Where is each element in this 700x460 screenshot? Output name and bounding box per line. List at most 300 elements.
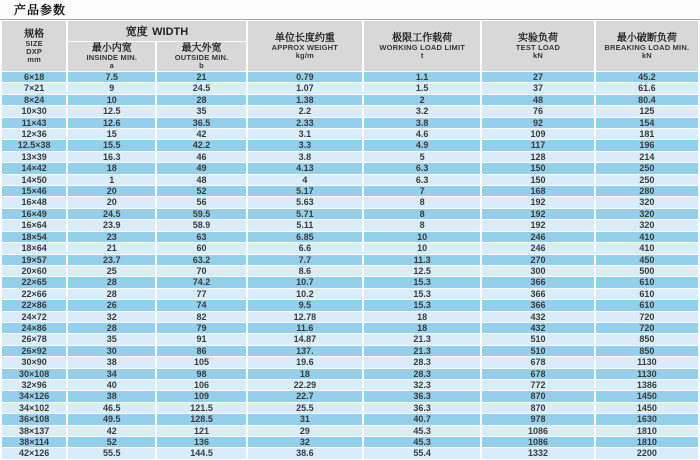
table-cell: 28 (68, 277, 155, 287)
table-cell: 510 (482, 346, 593, 356)
header-working-load-limit (364, 21, 480, 71)
table-cell: 19.6 (248, 357, 362, 367)
table-cell: 150 (482, 175, 593, 185)
table-cell: 320 (596, 209, 698, 219)
table-row (2, 323, 698, 333)
table-row (2, 197, 698, 207)
table-cell: 77 (157, 289, 245, 299)
table-cell: 128.5 (157, 414, 245, 424)
table-cell: 1.5 (364, 83, 480, 93)
table-cell: 1.38 (248, 95, 362, 105)
table-cell: 23.7 (68, 255, 155, 265)
table-cell: 105 (157, 357, 245, 367)
table-cell: 35 (157, 106, 245, 116)
table-cell: 8 (364, 220, 480, 230)
header-wll-unit: t (420, 50, 424, 60)
header-breaking-en: BREAKING LOAD MIN. (604, 42, 690, 52)
table-cell: 2.33 (248, 118, 362, 128)
table-cell: 16×64 (2, 220, 66, 230)
table-cell: 10.2 (248, 289, 362, 299)
table-cell: 30×108 (2, 369, 66, 379)
table-cell: 42×126 (2, 448, 66, 458)
table-cell: 48 (482, 95, 593, 105)
table-cell: 610 (596, 300, 698, 310)
table-cell: 720 (596, 312, 698, 322)
header-size-zh: 规格 (24, 28, 45, 40)
table-cell: 74 (157, 300, 245, 310)
table-cell: 36.3 (364, 391, 480, 401)
header-outside-en: OUTSIDE MIN. (174, 53, 229, 62)
table-cell: 29 (248, 426, 362, 436)
table-cell: 1086 (482, 426, 593, 436)
table-cell: 3.8 (364, 118, 480, 128)
table-cell: 610 (596, 289, 698, 299)
table-cell: 7×21 (2, 83, 66, 93)
table-cell: 36.3 (364, 403, 480, 413)
table-cell: 30×90 (2, 357, 66, 367)
header-inside-en: INSINDE MIN. (86, 53, 138, 62)
table-cell: 366 (482, 289, 593, 299)
header-width-group (68, 21, 246, 41)
table-cell: 38×114 (2, 437, 66, 447)
table-cell: 678 (482, 369, 593, 379)
table-row (2, 437, 698, 447)
table-row (2, 255, 698, 265)
table-row (2, 152, 698, 162)
header-width-zh: 宽度 (125, 26, 148, 38)
table-row (2, 414, 698, 424)
table-cell: 1 (68, 175, 155, 185)
table-cell: 2.2 (248, 106, 362, 116)
table-row (2, 357, 698, 367)
table-cell: 61.6 (596, 83, 698, 93)
page-title: 产品参数 (14, 3, 67, 17)
table-cell: 40 (68, 380, 155, 390)
table-row (2, 83, 698, 93)
table-cell: 24.5 (157, 83, 245, 93)
table-cell: 56 (157, 197, 245, 207)
header-size-en: SIZE (25, 38, 43, 48)
table-cell: 15.3 (364, 300, 480, 310)
table-cell: 128 (482, 152, 593, 162)
table-cell: 42 (68, 426, 155, 436)
table-cell: 76 (482, 106, 593, 116)
table-cell: 250 (596, 175, 698, 185)
table-cell: 7.7 (248, 255, 362, 265)
table-cell: 34×102 (2, 403, 66, 413)
table-cell: 13×39 (2, 152, 66, 162)
table-cell: 510 (482, 334, 593, 344)
table-cell: 38×137 (2, 426, 66, 436)
table-cell: 5.63 (248, 197, 362, 207)
table-cell: 20×60 (2, 266, 66, 276)
table-cell: 19×57 (2, 255, 66, 265)
table-cell: 28 (157, 95, 245, 105)
table-cell: 18 (68, 163, 155, 173)
table-cell: 1130 (596, 357, 698, 367)
table-cell: 1450 (596, 391, 698, 401)
table-row (2, 391, 698, 401)
table-row (2, 300, 698, 310)
table-cell: 55.5 (68, 448, 155, 458)
table-cell: 20 (68, 186, 155, 196)
table-cell: 23.9 (68, 220, 155, 230)
table-cell: 12.5×38 (2, 140, 66, 150)
table-cell: 20 (68, 197, 155, 207)
table-cell: 1086 (482, 437, 593, 447)
table-cell: 36.5 (157, 118, 245, 128)
table-cell: 410 (596, 243, 698, 253)
table-cell: 300 (482, 266, 593, 276)
table-cell: 21.3 (364, 346, 480, 356)
table-row (2, 118, 698, 128)
header-test-unit: kN (533, 50, 543, 60)
table-cell: 22×66 (2, 289, 66, 299)
table-cell: 18 (248, 369, 362, 379)
spec-table (0, 20, 700, 460)
table-cell: 4.13 (248, 163, 362, 173)
table-cell: 15×46 (2, 186, 66, 196)
table-cell: 28 (68, 289, 155, 299)
table-cell: 117 (482, 140, 593, 150)
table-cell: 37 (482, 83, 593, 93)
table-cell: 15.3 (364, 289, 480, 299)
table-cell: 24.5 (68, 209, 155, 219)
table-cell: 42 (157, 129, 245, 139)
table-cell: 21 (68, 243, 155, 253)
table-row (2, 277, 698, 287)
table-cell: 14.87 (248, 334, 362, 344)
table-cell: 31 (248, 414, 362, 424)
table-cell: 34 (68, 369, 155, 379)
table-cell: 109 (482, 129, 593, 139)
table-cell: 850 (596, 346, 698, 356)
table-cell: 12.78 (248, 312, 362, 322)
table-cell: 4 (248, 175, 362, 185)
table-cell: 137. (248, 346, 362, 356)
table-cell: 6.3 (364, 175, 480, 185)
table-cell: 772 (482, 380, 593, 390)
table-cell: 678 (482, 357, 593, 367)
header-inside-min (68, 42, 155, 71)
table-cell: 22×65 (2, 277, 66, 287)
table-row (2, 232, 698, 242)
table-cell: 410 (596, 232, 698, 242)
table-cell: 15.3 (364, 277, 480, 287)
table-cell: 4.9 (364, 140, 480, 150)
table-cell: 86 (157, 346, 245, 356)
table-cell: 26×78 (2, 334, 66, 344)
table-cell: 2 (364, 95, 480, 105)
table-cell: 1630 (596, 414, 698, 424)
table-cell: 70 (157, 266, 245, 276)
table-header (2, 21, 698, 71)
table-cell: 11.3 (364, 255, 480, 265)
table-cell: 21.3 (364, 334, 480, 344)
table-cell: 121 (157, 426, 245, 436)
table-cell: 10.7 (248, 277, 362, 287)
table-cell: 850 (596, 334, 698, 344)
table-cell: 270 (482, 255, 593, 265)
header-test-en: TEST LOAD (515, 42, 561, 52)
table-row (2, 334, 698, 344)
table-cell: 7.5 (68, 72, 155, 82)
table-cell: 1.1 (364, 72, 480, 82)
table-cell: 320 (596, 197, 698, 207)
table-row (2, 220, 698, 230)
table-cell: 28 (68, 323, 155, 333)
table-cell: 196 (596, 140, 698, 150)
table-cell: 38.6 (248, 448, 362, 458)
table-cell: 32.3 (364, 380, 480, 390)
table-cell: 10×30 (2, 106, 66, 116)
table-row (2, 209, 698, 219)
table-cell: 16×48 (2, 197, 66, 207)
table-cell: 11.6 (248, 323, 362, 333)
table-row (2, 312, 698, 322)
table-cell: 432 (482, 312, 593, 322)
table-cell: 12.6 (68, 118, 155, 128)
table-cell: 52 (68, 437, 155, 447)
table-cell: 1450 (596, 403, 698, 413)
table-cell: 109 (157, 391, 245, 401)
table-cell: 1810 (596, 437, 698, 447)
header-weight-en: APPROX WEIGHT (271, 42, 339, 52)
header-wll-en: WORKING LOAD LIMIT (379, 42, 466, 52)
table-cell: 23 (68, 232, 155, 242)
table-cell: 6.3 (364, 163, 480, 173)
table-cell: 10 (364, 243, 480, 253)
header-width-en: WIDTH (152, 26, 189, 38)
table-row (2, 243, 698, 253)
table-row (2, 129, 698, 139)
table-cell: 28.3 (364, 357, 480, 367)
table-cell: 432 (482, 323, 593, 333)
header-test-load (482, 21, 593, 71)
table-cell: 2200 (596, 448, 698, 458)
table-cell: 181 (596, 129, 698, 139)
table-cell: 7 (364, 186, 480, 196)
table-cell: 24×86 (2, 323, 66, 333)
table-row (2, 426, 698, 436)
header-inside-zh: 最小内宽 (91, 43, 132, 54)
table-cell: 36×108 (2, 414, 66, 424)
header-weight-zh: 单位长度约重 (274, 32, 335, 44)
table-row (2, 95, 698, 105)
table-cell: 144.5 (157, 448, 245, 458)
table-cell: 3.2 (364, 106, 480, 116)
table-cell: 978 (482, 414, 593, 424)
table-cell: 870 (482, 403, 593, 413)
table-row (2, 266, 698, 276)
table-cell: 46 (157, 152, 245, 162)
table-cell: 366 (482, 300, 593, 310)
table-cell: 5.71 (248, 209, 362, 219)
table-cell: 49.5 (68, 414, 155, 424)
table-cell: 38 (68, 357, 155, 367)
header-approx-weight (248, 21, 362, 71)
table-cell: 136 (157, 437, 245, 447)
table-cell: 38 (68, 391, 155, 401)
table-cell: 1810 (596, 426, 698, 436)
table-cell: 82 (157, 312, 245, 322)
table-cell: 1.07 (248, 83, 362, 93)
table-cell: 6.6 (248, 243, 362, 253)
table-cell: 45.3 (364, 426, 480, 436)
table-cell: 4.6 (364, 129, 480, 139)
table-cell: 22×86 (2, 300, 66, 310)
table-row (2, 448, 698, 458)
table-cell: 59.5 (157, 209, 245, 219)
table-cell: 9.5 (248, 300, 362, 310)
table-cell: 45.3 (364, 437, 480, 447)
header-outside-zh: 最大外宽 (181, 43, 222, 54)
table-row (2, 72, 698, 82)
table-cell: 74.2 (157, 277, 245, 287)
table-cell: 246 (482, 243, 593, 253)
table-cell: 24×72 (2, 312, 66, 322)
table-cell: 6.85 (248, 232, 362, 242)
table-cell: 450 (596, 255, 698, 265)
header-breaking-load (596, 21, 698, 71)
table-cell: 5.11 (248, 220, 362, 230)
table-cell: 6×18 (2, 72, 66, 82)
table-row (2, 140, 698, 150)
table-cell: 30 (68, 346, 155, 356)
table-cell: 27 (482, 72, 593, 82)
table-cell: 150 (482, 163, 593, 173)
table-cell: 106 (157, 380, 245, 390)
table-cell: 125 (596, 106, 698, 116)
table-cell: 3.8 (248, 152, 362, 162)
table-cell: 26 (68, 300, 155, 310)
table-cell: 16.3 (68, 152, 155, 162)
table-cell: 34×126 (2, 391, 66, 401)
table-cell: 870 (482, 391, 593, 401)
table-cell: 10 (364, 232, 480, 242)
table-cell: 8×24 (2, 95, 66, 105)
table-cell: 26×92 (2, 346, 66, 356)
table-cell: 22.29 (248, 380, 362, 390)
table-cell: 28.3 (364, 369, 480, 379)
table-cell: 14×42 (2, 163, 66, 173)
table-cell: 22.7 (248, 391, 362, 401)
table-row (2, 346, 698, 356)
table-row (2, 403, 698, 413)
table-cell: 366 (482, 277, 593, 287)
table-cell: 80.4 (596, 95, 698, 105)
table-cell: 8 (364, 209, 480, 219)
table-cell: 14×50 (2, 175, 66, 185)
table-cell: 46.5 (68, 403, 155, 413)
section-title-bar (0, 0, 700, 20)
table-row (2, 289, 698, 299)
table-cell: 25.5 (248, 403, 362, 413)
table-cell: 98 (157, 369, 245, 379)
table-cell: 320 (596, 220, 698, 230)
table-row (2, 175, 698, 185)
table-cell: 18 (364, 323, 480, 333)
table-row (2, 106, 698, 116)
header-weight-unit: kg/m (295, 50, 314, 60)
table-cell: 55.4 (364, 448, 480, 458)
header-outside-unit: b (199, 61, 204, 70)
table-row (2, 380, 698, 390)
table-cell: 45.2 (596, 72, 698, 82)
table-cell: 12.5 (364, 266, 480, 276)
table-cell: 58.9 (157, 220, 245, 230)
table-cell: 192 (482, 197, 593, 207)
header-outside-min (157, 42, 245, 71)
header-breaking-unit: kN (641, 50, 652, 60)
table-cell: 0.79 (248, 72, 362, 82)
table-cell: 12.5 (68, 106, 155, 116)
table-cell: 18×64 (2, 243, 66, 253)
table-cell: 12×36 (2, 129, 66, 139)
table-cell: 91 (157, 334, 245, 344)
header-test-zh: 实验负荷 (518, 32, 558, 44)
table-cell: 16×49 (2, 209, 66, 219)
table-cell: 121.5 (157, 403, 245, 413)
table-cell: 168 (482, 186, 593, 196)
table-cell: 63 (157, 232, 245, 242)
table-cell: 15.5 (68, 140, 155, 150)
table-cell: 42.2 (157, 140, 245, 150)
table-cell: 8.6 (248, 266, 362, 276)
table-cell: 250 (596, 163, 698, 173)
table-cell: 32 (68, 312, 155, 322)
table-cell: 246 (482, 232, 593, 242)
table-cell: 52 (157, 186, 245, 196)
table-cell: 5 (364, 152, 480, 162)
table-cell: 92 (482, 118, 593, 128)
table-cell: 1386 (596, 380, 698, 390)
table-cell: 48 (157, 175, 245, 185)
header-wll-zh: 极限工作载荷 (392, 32, 453, 44)
table-cell: 49 (157, 163, 245, 173)
table-cell: 192 (482, 220, 593, 230)
table-cell: 192 (482, 209, 593, 219)
table-cell: 9 (68, 83, 155, 93)
table-cell: 1130 (596, 369, 698, 379)
table-cell: 25 (68, 266, 155, 276)
header-size-dxp: DXP (26, 46, 43, 56)
table-cell: 32 (248, 437, 362, 447)
table-row (2, 369, 698, 379)
table-row (2, 163, 698, 173)
header-breaking-zh: 最小破断负荷 (616, 32, 677, 44)
table-body (2, 72, 698, 459)
table-cell: 720 (596, 323, 698, 333)
table-cell: 3.3 (248, 140, 362, 150)
table-cell: 280 (596, 186, 698, 196)
table-cell: 15 (68, 129, 155, 139)
header-inside-unit: a (109, 61, 114, 70)
table-cell: 79 (157, 323, 245, 333)
table-cell: 500 (596, 266, 698, 276)
table-cell: 63.2 (157, 255, 245, 265)
table-cell: 18 (364, 312, 480, 322)
table-cell: 610 (596, 277, 698, 287)
table-cell: 10 (68, 95, 155, 105)
table-cell: 8 (364, 197, 480, 207)
table-cell: 18×54 (2, 232, 66, 242)
table-cell: 60 (157, 243, 245, 253)
table-cell: 11×43 (2, 118, 66, 128)
table-cell: 21 (157, 72, 245, 82)
table-cell: 5.17 (248, 186, 362, 196)
table-cell: 35 (68, 334, 155, 344)
